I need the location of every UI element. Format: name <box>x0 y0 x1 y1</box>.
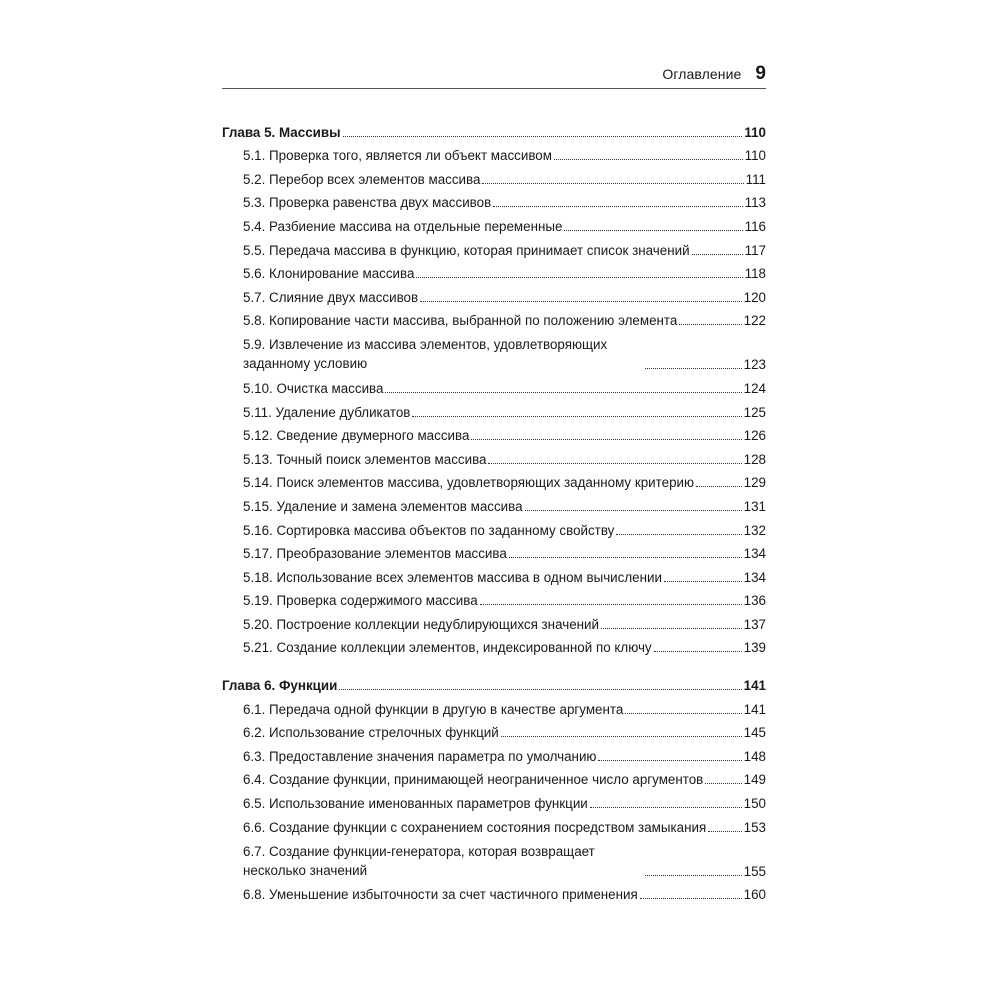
dot-leader <box>416 277 742 278</box>
dot-leader <box>420 301 742 302</box>
header-rule <box>222 88 766 89</box>
toc-entry-page: 134 <box>743 546 766 562</box>
toc-entry-title: 5.17. Преобразование элементов массива <box>243 546 507 562</box>
dot-leader <box>601 628 742 629</box>
toc-entry[interactable] <box>222 166 766 190</box>
toc-entry[interactable] <box>222 446 766 470</box>
toc-entry-page: 155 <box>743 863 766 879</box>
toc-entry-title: 5.20. Построение коллекции недублирующихся значений <box>243 616 600 632</box>
toc-entry[interactable] <box>222 838 766 882</box>
toc-entry-page: 113 <box>744 195 766 211</box>
table-of-contents <box>222 119 766 905</box>
toc-entry-title: 5.2. Перебор всех элементов массива <box>243 171 481 187</box>
toc-entry[interactable] <box>222 517 766 541</box>
toc-entry-page: 141 <box>743 701 766 717</box>
toc-entry-title: 5.14. Поиск элементов массива, удовлетворяющих заданному критерию <box>243 475 695 491</box>
toc-entry-title: 5.11. Удаление дубликатов <box>243 404 411 420</box>
toc-entry-page: 111 <box>745 171 766 187</box>
dot-leader <box>501 736 742 737</box>
dot-leader <box>640 898 742 899</box>
toc-entry[interactable] <box>222 564 766 588</box>
toc-chapter-5 <box>222 119 766 658</box>
toc-entry-page: 134 <box>743 569 766 585</box>
toc-entry-title: 5.7. Слияние двух массивов <box>243 289 419 305</box>
dot-leader <box>471 439 741 440</box>
toc-entry-page: 125 <box>743 404 766 420</box>
toc-entry[interactable] <box>222 611 766 635</box>
dot-leader <box>616 534 741 535</box>
toc-entry-title: 6.7. Создание функции-генератора, которая возвращает несколько значений <box>243 843 595 878</box>
toc-entry-title: 5.19. Проверка содержимого массива <box>243 593 478 609</box>
toc-entry-page: 117 <box>744 242 766 258</box>
toc-entry-title: 5.18. Использование всех элементов массива в одном вычислении <box>243 569 662 585</box>
dot-leader <box>645 875 742 876</box>
toc-entry[interactable] <box>222 790 766 814</box>
toc-entry-title: 6.6. Создание функции с сохранением состояния посредством замыкания <box>243 819 707 835</box>
dot-leader <box>509 557 742 558</box>
dot-leader <box>705 783 741 784</box>
toc-entry-title: 6.4. Создание функции, принимающей неограниченное число аргументов <box>243 772 704 788</box>
dot-leader <box>654 651 742 652</box>
toc-entry[interactable] <box>222 470 766 494</box>
toc-chapter-title[interactable] <box>222 119 766 143</box>
toc-entry-title: 6.1. Передача одной функции в другую в качестве аргумента <box>243 701 624 717</box>
dot-leader <box>692 254 743 255</box>
toc-entry-page: 149 <box>743 772 766 788</box>
toc-entry[interactable] <box>222 814 766 838</box>
toc-entry[interactable] <box>222 237 766 261</box>
dot-leader <box>339 689 741 690</box>
toc-entry-page: 110 <box>744 148 766 164</box>
toc-entry-title: 5.15. Удаление и замена элементов массива <box>243 498 523 514</box>
toc-entry-title: 5.6. Клонирование массива <box>243 266 415 282</box>
toc-entry[interactable] <box>222 423 766 447</box>
toc-entry-title: 6.5. Использование именованных параметров функции <box>243 796 588 812</box>
toc-entry-title: 5.13. Точный поиск элементов массива <box>243 451 487 467</box>
toc-entry-page: 148 <box>743 748 766 764</box>
toc-entry-page: 116 <box>744 218 766 234</box>
toc-entry-page: 126 <box>743 428 766 444</box>
dot-leader <box>482 183 743 184</box>
toc-entry-title: 5.10. Очистка массива <box>243 380 384 396</box>
dot-leader <box>343 136 743 137</box>
toc-entry-page: 120 <box>743 289 766 305</box>
toc-entry-page: 129 <box>743 475 766 491</box>
dot-leader <box>525 510 742 511</box>
toc-entry-title: 5.3. Проверка равенства двух массивов <box>243 195 492 211</box>
dot-leader <box>480 604 742 605</box>
toc-entry-page: 118 <box>744 266 766 282</box>
dot-leader <box>679 324 741 325</box>
toc-entry-page: 132 <box>743 522 766 538</box>
toc-entry-page: 136 <box>743 593 766 609</box>
dot-leader <box>385 392 741 393</box>
toc-entry[interactable] <box>222 308 766 332</box>
dot-leader <box>645 368 742 369</box>
toc-entry[interactable] <box>222 331 766 375</box>
toc-entry-title: 6.3. Предоставление значения параметра по умолчанию <box>243 748 597 764</box>
running-header <box>222 62 766 86</box>
toc-entry-title: 5.9. Извлечение из массива элементов, удовлетворяющих заданному условию <box>243 337 608 372</box>
dot-leader <box>488 463 741 464</box>
toc-entry-page: 153 <box>743 819 766 835</box>
toc-entry-title: 5.16. Сортировка массива объектов по заданному свойству <box>243 522 615 538</box>
toc-entry-page: 131 <box>743 498 766 514</box>
dot-leader <box>696 486 742 487</box>
toc-entry[interactable] <box>222 375 766 399</box>
toc-entry-title: 6.8. Уменьшение избыточности за счет частичного применения <box>243 887 638 903</box>
toc-entry[interactable] <box>222 261 766 285</box>
toc-entry-title: 5.8. Копирование части массива, выбранной по положению элемента <box>243 313 678 329</box>
toc-entry-page: 139 <box>743 640 766 656</box>
toc-entry-page: 150 <box>743 796 766 812</box>
toc-entry[interactable] <box>222 588 766 612</box>
toc-entry[interactable] <box>222 743 766 767</box>
toc-entry[interactable] <box>222 767 766 791</box>
running-header-section-name: Оглавление <box>662 66 742 82</box>
page-number: 9 <box>755 63 766 84</box>
toc-chapter-6 <box>222 672 766 905</box>
toc-entry[interactable] <box>222 635 766 659</box>
dot-leader <box>590 807 742 808</box>
toc-entry-page: 124 <box>743 380 766 396</box>
toc-entry[interactable] <box>222 190 766 214</box>
toc-entry[interactable] <box>222 213 766 237</box>
toc-entry[interactable] <box>222 541 766 565</box>
dot-leader <box>598 760 741 761</box>
toc-entry-title: 5.5. Передача массива в функцию, которая принимает список значений <box>243 242 690 258</box>
toc-entry[interactable] <box>222 882 766 906</box>
toc-entry-page: 128 <box>743 451 766 467</box>
toc-entry[interactable] <box>222 696 766 720</box>
dot-leader <box>664 581 742 582</box>
dot-leader <box>554 159 743 160</box>
toc-chapter-title[interactable] <box>222 672 766 696</box>
toc-entry-title: Глава 5. Массивы <box>222 124 341 140</box>
dot-leader <box>708 831 741 832</box>
toc-entry-page: 110 <box>744 124 766 140</box>
toc-entry-page: 122 <box>743 313 766 329</box>
toc-entry-title: 5.1. Проверка того, является ли объект массивом <box>243 148 552 164</box>
toc-entry-title: 6.2. Использование стрелочных функций <box>243 725 499 741</box>
dot-leader <box>412 416 741 417</box>
toc-entry-title: 5.12. Сведение двумерного массива <box>243 428 470 444</box>
dot-leader <box>625 713 741 714</box>
dot-leader <box>564 230 742 231</box>
toc-entry[interactable] <box>222 493 766 517</box>
toc-entry-title: Глава 6. Функции <box>222 678 338 694</box>
toc-entry-page: 123 <box>743 357 766 373</box>
dot-leader <box>493 206 742 207</box>
toc-entry-page: 145 <box>743 725 766 741</box>
toc-entry[interactable] <box>222 399 766 423</box>
toc-entry-title: 5.21. Создание коллекции элементов, индексированной по ключу <box>243 640 652 656</box>
toc-entry[interactable] <box>222 284 766 308</box>
toc-entry-page: 141 <box>743 678 766 694</box>
toc-entry-page: 137 <box>743 616 766 632</box>
toc-entry[interactable] <box>222 720 766 744</box>
toc-entry-page: 160 <box>743 887 766 903</box>
toc-entry-title: 5.4. Разбиение массива на отдельные переменные <box>243 218 563 234</box>
toc-entry[interactable] <box>222 143 766 167</box>
